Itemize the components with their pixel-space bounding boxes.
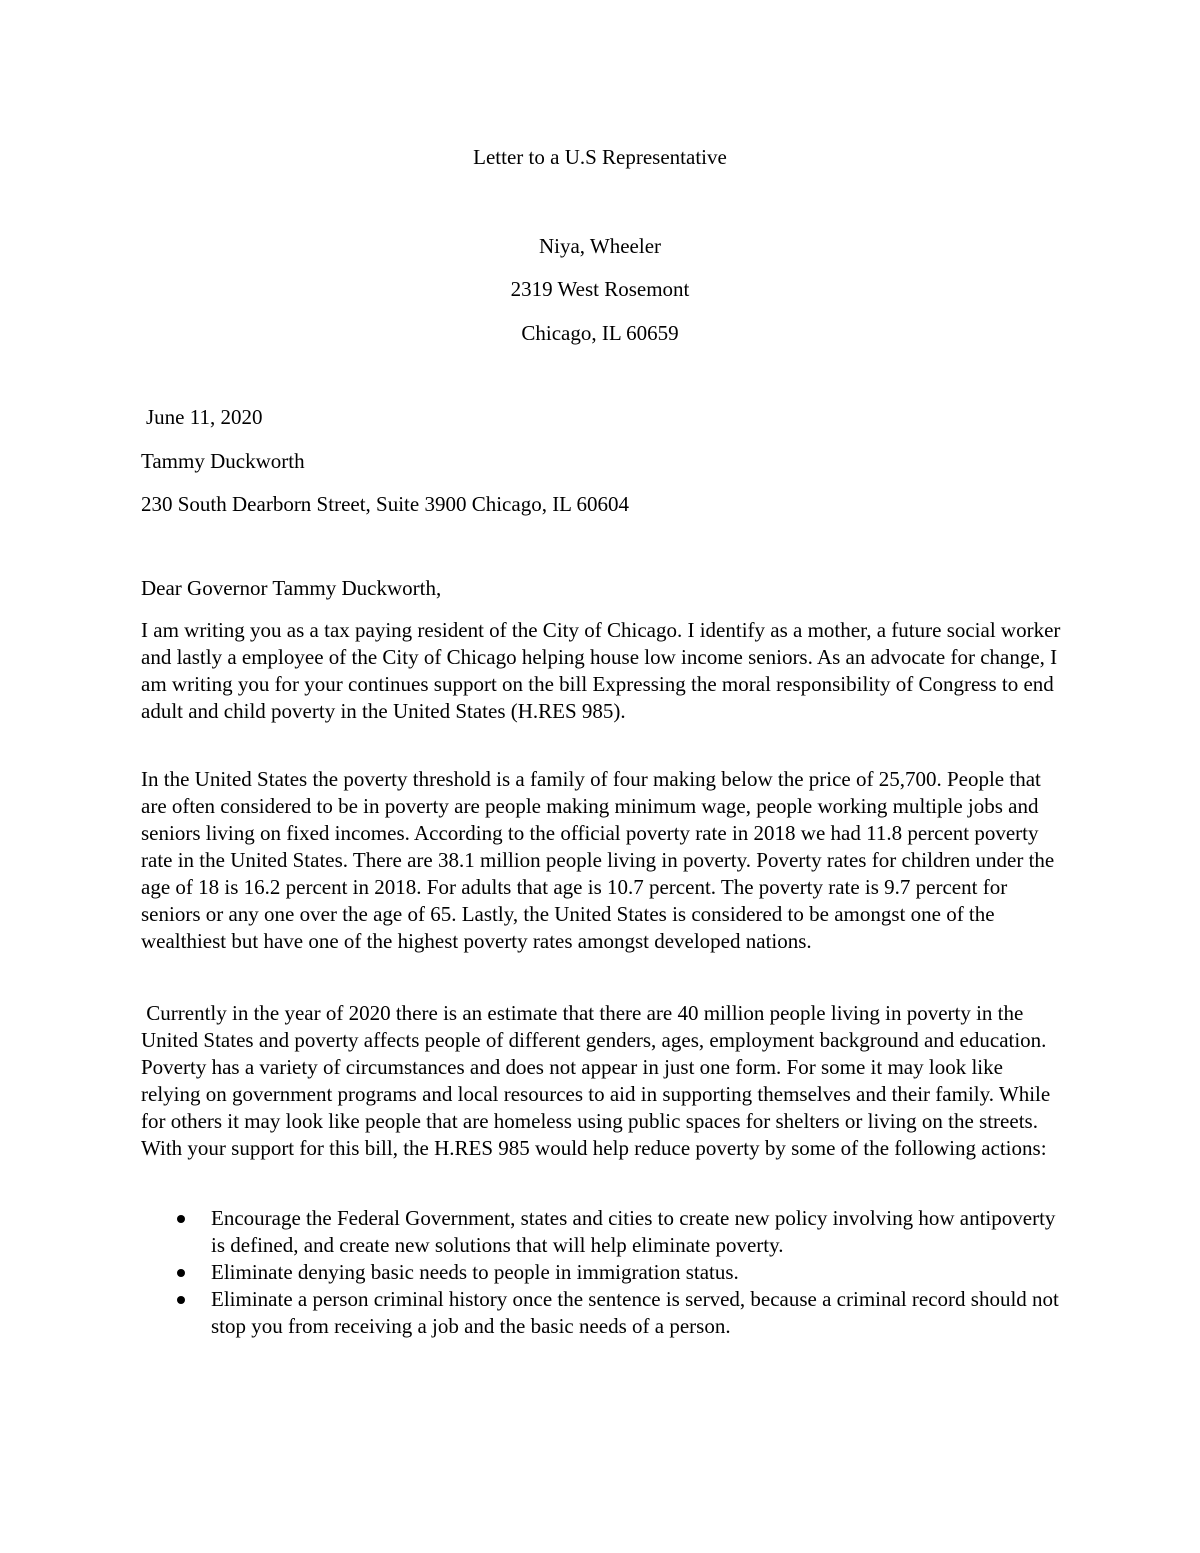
list-item-text: Eliminate denying basic needs to people in immigration status.: [211, 1260, 739, 1284]
list-item-text: Eliminate a person criminal history once the sentence is served, because a criminal record should not stop you from receiving a job and the basic needs of a person.: [211, 1287, 1059, 1338]
list-item: [141, 1259, 1066, 1286]
sender-name: Niya, Wheeler: [538, 234, 662, 258]
body-paragraph-1: I am writing you as a tax paying resident of the City of Chicago. I identify as a mother, a future social worker and lastly a employee of the City of Chicago helping house low income seniors. As an advocate for change, I am writing you for your continues support on the bill Expressing the moral responsibility of Congress to end adult and child poverty in the United States (H.RES 985).: [141, 618, 1061, 723]
salutation: Dear Governor Tammy Duckworth,: [141, 576, 442, 600]
sender-street: 2319 West Rosemont: [510, 277, 690, 301]
sender-city: Chicago, IL 60659: [521, 321, 679, 345]
body-paragraph-2: In the United States the poverty threshold is a family of four making below the price of 25,700. People that are often considered to be in poverty are people making minimum wage, people working multiple jobs and seniors living on fixed incomes. According to the official poverty rate in 2018 we had 11.8 percent poverty rate in the United States. There are 38.1 million people living in poverty. Poverty rates for children under the age of 18 is 16.2 percent in 2018. For adults that age is 10.7 percent. The poverty rate is 9.7 percent for seniors or any one over the age of 65. Lastly, the United States is considered to be amongst one of the wealthiest but have one of the highest poverty rates amongst developed nations.: [141, 767, 1055, 953]
body-paragraph-3: Currently in the year of 2020 there is an estimate that there are 40 million people living in poverty in the United States and poverty affects people of different genders, ages, employment background and education. Poverty has a variety of circumstances and does not appear in just one form. For some it may look like relying on government programs and local resources to aid in supporting themselves and their family. While for others it may look like people that are homeless using public spaces for shelters or living on the streets. With your support for this bill, the H.RES 985 would help reduce poverty by some of the following actions:: [141, 1001, 1056, 1160]
bullet-icon: [177, 1215, 185, 1223]
letter-date: June 11, 2020: [146, 405, 263, 429]
letter-title: Letter to a U.S Representative: [473, 145, 727, 169]
bullet-icon: [177, 1296, 185, 1304]
list-item: [141, 1205, 1066, 1259]
recipient-name: Tammy Duckworth: [141, 449, 305, 473]
action-list: [141, 1205, 1066, 1340]
list-item: [141, 1286, 1066, 1340]
recipient-address: 230 South Dearborn Street, Suite 3900 Chicago, IL 60604: [141, 492, 629, 516]
list-item-text: Encourage the Federal Government, states and cities to create new policy involving how antipoverty is defined, and create new solutions that will help eliminate poverty.: [211, 1206, 1056, 1257]
bullet-icon: [177, 1269, 185, 1277]
